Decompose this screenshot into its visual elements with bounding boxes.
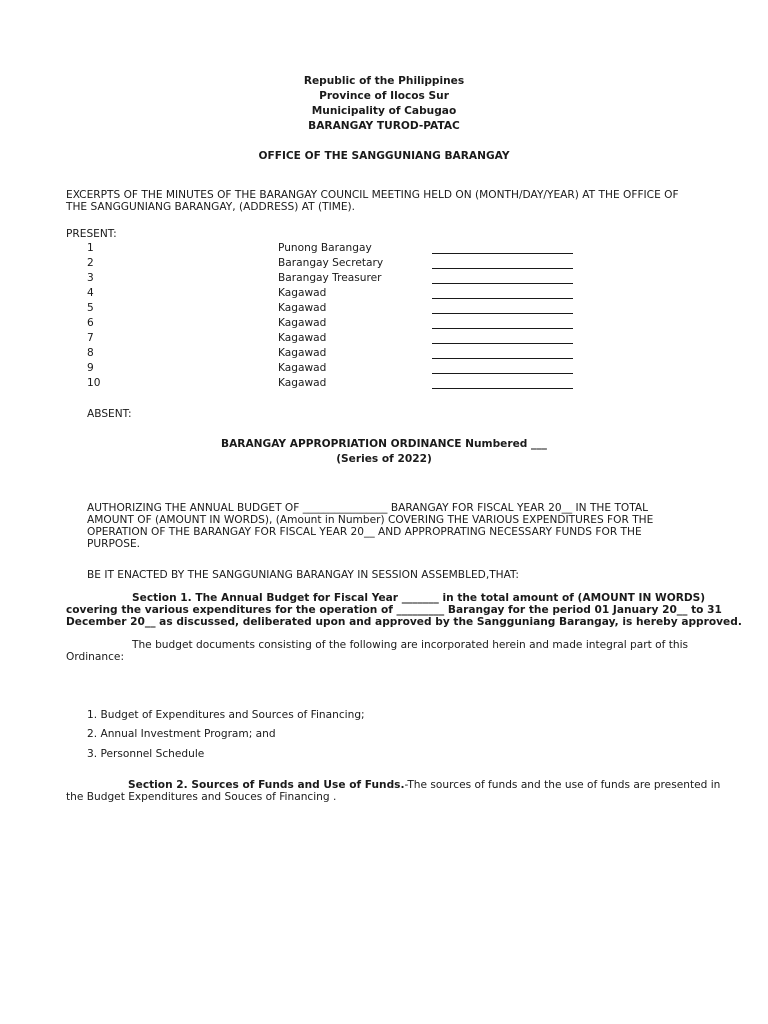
attendee-position: Kagawad <box>278 362 327 374</box>
authorizing-line-2: AMOUNT OF (AMOUNT IN WORDS), (Amount in Number) COVERING THE VARIOUS EXPENDITURES FOR THE <box>87 514 654 526</box>
section-1-line-2: covering the various expenditures for the operation of _________ Barangay for the period 01 January 20__ to 31 <box>66 604 722 616</box>
attendee-row <box>0 347 768 362</box>
header-barangay: BARANGAY TUROD-PATAC <box>308 120 460 132</box>
header-municipality: Municipality of Cabugao <box>311 105 457 117</box>
section-2 <box>66 779 720 803</box>
attendee-row <box>0 362 768 377</box>
absent-label: ABSENT: <box>87 408 132 420</box>
attendee-row <box>0 257 768 272</box>
signature-line <box>432 268 573 269</box>
attendee-position: Punong Barangay <box>278 242 372 254</box>
authorizing-paragraph <box>87 502 653 550</box>
signature-line <box>432 388 573 389</box>
budget-docs-paragraph <box>66 639 688 663</box>
authorizing-line-4: PURPOSE. <box>87 538 141 550</box>
section-2-line-1 <box>66 779 720 791</box>
excerpt-line-1: EXCERPTS OF THE MINUTES OF THE BARANGAY COUNCIL MEETING HELD ON (MONTH/DAY/YEAR) AT THE OFFICE OF <box>66 189 679 201</box>
section-1-line-1: Section 1. The Annual Budget for Fiscal Year _______ in the total amount of (AMOUNT IN WORDS) <box>132 592 706 604</box>
doc-list-item: 2. Annual Investment Program; and <box>87 728 276 740</box>
signature-line <box>432 373 573 374</box>
signature-line <box>432 298 573 299</box>
header-office: OFFICE OF THE SANGGUNIANG BARANGAY <box>258 150 510 162</box>
ordinance-series: (Series of 2022) <box>336 453 432 465</box>
attendee-number: 9 <box>87 362 94 374</box>
attendee-row <box>0 287 768 302</box>
attendee-number: 1 <box>87 242 94 254</box>
attendee-position: Kagawad <box>278 332 327 344</box>
excerpt-paragraph <box>66 189 679 213</box>
section-2-heading: Section 2. Sources of Funds and Use of Funds. <box>128 779 405 791</box>
authorizing-line-1: AUTHORIZING THE ANNUAL BUDGET OF ________________ BARANGAY FOR FISCAL YEAR 20__ IN THE TOTAL <box>87 502 649 514</box>
enacted-clause: BE IT ENACTED BY THE SANGGUNIANG BARANGAY IN SESSION ASSEMBLED,THAT: <box>87 569 519 581</box>
attendee-number: 5 <box>87 302 94 314</box>
attendee-number: 10 <box>87 377 101 389</box>
attendee-number: 8 <box>87 347 94 359</box>
doc-list-item: 3. Personnel Schedule <box>87 748 205 760</box>
doc-list-item: 1. Budget of Expenditures and Sources of Financing; <box>87 709 365 721</box>
attendee-number: 2 <box>87 257 94 269</box>
attendee-row <box>0 317 768 332</box>
attendee-row <box>0 242 768 257</box>
attendee-number: 4 <box>87 287 94 299</box>
ordinance-title: BARANGAY APPROPRIATION ORDINANCE Numbered ___ <box>221 438 547 450</box>
budget-docs-line-2: Ordinance: <box>66 651 125 663</box>
section-2-line-2: the Budget Expenditures and Souces of Financing . <box>66 791 337 803</box>
signature-line <box>432 343 573 344</box>
attendee-row <box>0 272 768 287</box>
section-1 <box>66 592 742 628</box>
authorizing-line-3: OPERATION OF THE BARANGAY FOR FISCAL YEAR 20__ AND APPROPRATING NECESSARY FUNDS FOR THE <box>87 526 642 538</box>
attendee-number: 3 <box>87 272 94 284</box>
section-2-line-1-rest: -The sources of funds and the use of funds are presented in <box>404 779 721 791</box>
attendee-position: Kagawad <box>278 317 327 329</box>
attendee-position: Kagawad <box>278 302 327 314</box>
signature-line <box>432 328 573 329</box>
attendee-position: Kagawad <box>278 287 327 299</box>
attendee-row <box>0 332 768 347</box>
attendee-position: Kagawad <box>278 347 327 359</box>
present-label: PRESENT: <box>66 228 117 240</box>
signature-line <box>432 358 573 359</box>
attendee-row <box>0 377 768 392</box>
signature-line <box>432 313 573 314</box>
signature-line <box>432 283 573 284</box>
header-province: Province of Ilocos Sur <box>319 90 449 102</box>
attendee-number: 7 <box>87 332 94 344</box>
attendee-row <box>0 302 768 317</box>
attendee-position: Barangay Treasurer <box>278 272 382 284</box>
attendee-number: 6 <box>87 317 94 329</box>
attendee-position: Barangay Secretary <box>278 257 384 269</box>
section-1-line-3: December 20__ as discussed, deliberated upon and approved by the Sangguniang Barangay, is hereby approved. <box>66 616 742 628</box>
budget-docs-line-1: The budget documents consisting of the following are incorporated herein and made integral part of this <box>132 639 689 651</box>
attendee-position: Kagawad <box>278 377 327 389</box>
header-republic: Republic of the Philippines <box>303 75 465 87</box>
excerpt-line-2: THE SANGGUNIANG BARANGAY, (ADDRESS) AT (TIME). <box>66 201 356 213</box>
signature-line <box>432 253 573 254</box>
